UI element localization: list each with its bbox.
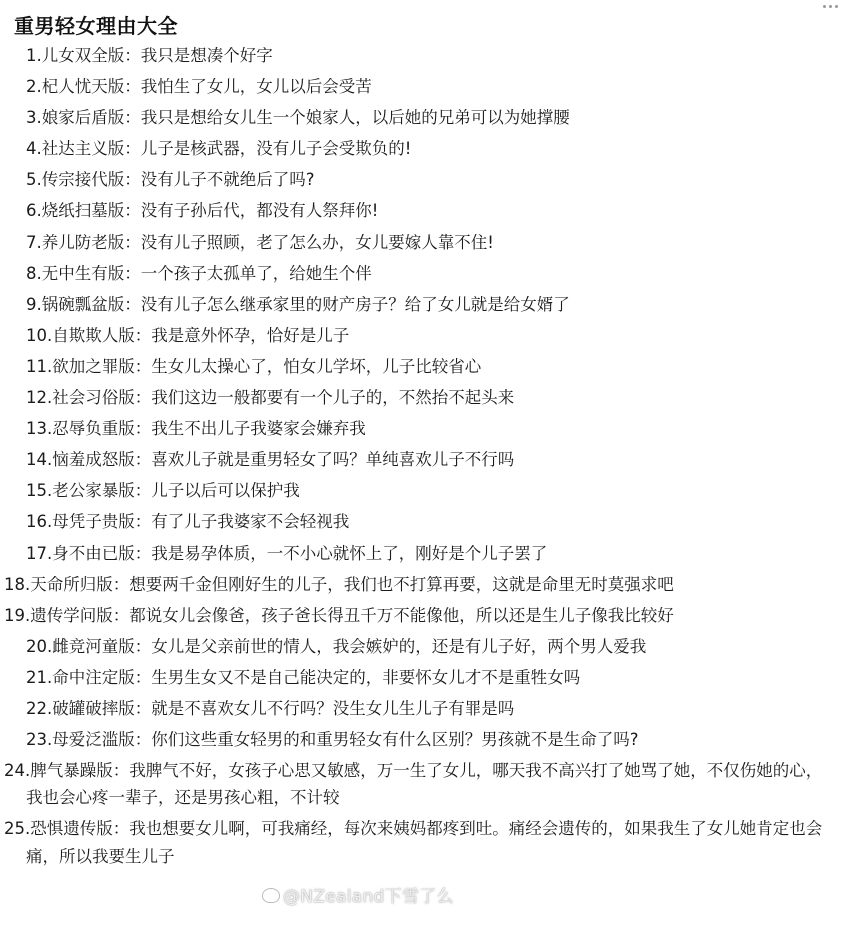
item-number: 15. (26, 481, 53, 501)
list-item (16, 197, 836, 224)
item-name: 养儿防老版： (41, 232, 141, 252)
item-number: 21. (26, 667, 53, 687)
item-text: 就是不喜欢女儿不行吗？没生女儿生儿子有罪是吗 (151, 698, 515, 718)
list-item (16, 353, 836, 380)
item-number: 14. (26, 450, 53, 470)
item-number: 23. (26, 730, 53, 750)
item-number: 12. (26, 388, 53, 408)
item-number: 7. (26, 232, 42, 252)
item-text: 没有儿子怎么继承家里的财产房子？给了女儿就是给女婿了 (140, 294, 570, 314)
item-name: 社会习俗版： (52, 388, 152, 408)
item-text: 我们这边一般都要有一个儿子的，不然抬不起头来 (151, 388, 515, 408)
list-item (16, 73, 836, 100)
item-number: 5. (26, 170, 42, 190)
item-name: 欲加之罪版： (52, 356, 152, 376)
item-name: 儿女双全版： (41, 46, 141, 65)
list-item (16, 477, 836, 504)
item-name: 脾气暴躁版： (30, 761, 130, 781)
more-dots-icon[interactable] (822, 0, 838, 12)
item-number: 19. (4, 605, 31, 625)
list-item (16, 104, 836, 131)
item-text: 生女儿太操心了，怕女儿学坏，儿子比较省心 (151, 356, 482, 376)
list-item (16, 135, 836, 162)
item-text: 没有儿子不就绝后了吗? (140, 170, 315, 190)
item-name: 老公家暴版： (52, 481, 152, 501)
item-text: 我是易孕体质，一不小心就怀上了，刚好是个儿子罢了 (151, 543, 548, 563)
item-name: 身不由已版： (52, 543, 152, 563)
item-name: 破罐破摔版： (52, 698, 152, 718)
weibo-watermark (262, 882, 454, 907)
list-item (4, 757, 838, 811)
item-name: 无中生有版： (41, 263, 141, 283)
item-number: 13. (26, 419, 53, 439)
list-item (16, 291, 836, 318)
item-name: 天命所归版： (30, 574, 130, 594)
weibo-logo-icon (262, 888, 280, 903)
list-item (4, 602, 838, 629)
item-number: 11. (26, 356, 53, 376)
list-item (16, 229, 836, 256)
list-item (16, 695, 836, 722)
item-text: 有了儿子我婆家不会轻视我 (151, 512, 350, 532)
list-item (16, 166, 836, 193)
item-number: 16. (26, 512, 53, 532)
item-name: 忍辱负重版： (52, 419, 152, 439)
item-number: 18. (4, 574, 31, 594)
list-item (16, 633, 836, 660)
item-number: 10. (26, 325, 53, 345)
item-number: 1. (26, 46, 42, 65)
item-text: 儿子以后可以保护我 (151, 481, 300, 501)
item-name: 自欺欺人版： (52, 325, 152, 345)
item-number: 6. (26, 201, 42, 221)
item-text: 生男生女又不是自己能决定的，非要怀女儿才不是重牲女吗 (151, 667, 581, 687)
item-text: 没有儿子照顾，老了怎么办，女儿要嫁人靠不住! (140, 232, 494, 252)
item-name: 传宗接代版： (41, 170, 141, 190)
item-text: 我也想要女儿啊，可我痛经，每次来姨妈都疼到吐。痛经会遗传的，如果我生了女儿她肯定也会痛，所以我要生儿子 (26, 819, 823, 866)
item-text: 我只是想给女儿生一个娘家人，以后她的兄弟可以为她撑腰 (140, 108, 570, 128)
item-name: 遗传学问版： (30, 605, 130, 625)
item-text: 我脾气不好，女孩子心思又敏感，万一生了女儿，哪天我不高兴打了她骂了她，不仅伤她的心，我也会心疼一辈子，还是男孩心粗，不计较 (26, 761, 823, 808)
item-number: 17. (26, 543, 53, 563)
item-number: 4. (26, 139, 42, 159)
item-name: 烧纸扫墓版： (41, 201, 141, 221)
item-number: 2. (26, 77, 42, 97)
list-item (4, 571, 838, 598)
item-text: 喜欢儿子就是重男轻女了吗？单纯喜欢儿子不行吗 (151, 450, 515, 470)
item-name: 命中注定版： (52, 667, 152, 687)
item-number: 20. (26, 636, 53, 656)
item-number: 9. (26, 294, 42, 314)
item-number: 25. (4, 819, 31, 839)
item-name: 锅碗瓢盆版： (41, 294, 141, 314)
item-name: 母凭子贵版： (52, 512, 152, 532)
item-name: 社达主义版： (41, 139, 141, 159)
page-title: 重男轻女理由大全 (14, 14, 178, 38)
item-name: 母爱泛滥版： (52, 730, 152, 750)
item-text: 你们这些重女轻男的和重男轻女有什么区别？男孩就不是生命了吗? (151, 730, 639, 750)
list-item (16, 726, 836, 753)
list-item (16, 415, 836, 442)
item-name: 恐惧遗传版： (30, 819, 130, 839)
item-number: 3. (26, 108, 42, 128)
item-text: 没有子孙后代，都没有人祭拜你! (140, 201, 379, 221)
list-item (16, 384, 836, 411)
item-text: 我生不出儿子我婆家会嫌弃我 (151, 419, 366, 439)
list-item (16, 540, 836, 567)
list-item (16, 42, 836, 69)
list-item (4, 815, 838, 869)
item-text: 我怕生了女儿，女儿以后会受苦 (140, 77, 372, 97)
list-item (16, 446, 836, 473)
item-text: 女儿是父亲前世的情人，我会嫉妒的，还是有儿子好，两个男人爱我 (151, 636, 647, 656)
watermark-text: @NZealand下雪了么 (283, 887, 454, 907)
item-number: 8. (26, 263, 42, 283)
item-name: 杞人忧天版： (41, 77, 141, 97)
item-name: 雌竞河童版： (52, 636, 152, 656)
item-text: 一个孩子太孤单了，给她生个伴 (140, 263, 372, 283)
item-number: 24. (4, 761, 31, 781)
item-name: 娘家后盾版： (41, 108, 141, 128)
list-item (16, 322, 836, 349)
list-item (16, 260, 836, 287)
item-text: 儿子是核武器，没有儿子会受欺负的! (140, 139, 412, 159)
reason-list (4, 42, 836, 874)
item-text: 都说女儿会像爸，孩子爸长得丑千万不能像他，所以还是生儿子像我比较好 (129, 605, 674, 625)
item-text: 想要两千金但刚好生的儿子，我们也不打算再要，这就是命里无时莫强求吧 (129, 574, 674, 594)
item-name: 恼羞成怒版： (52, 450, 152, 470)
list-item (16, 664, 836, 691)
item-text: 我只是想凑个好字 (140, 46, 273, 65)
item-text: 我是意外怀孕，恰好是儿子 (151, 325, 350, 345)
item-number: 22. (26, 698, 53, 718)
list-item (16, 508, 836, 535)
